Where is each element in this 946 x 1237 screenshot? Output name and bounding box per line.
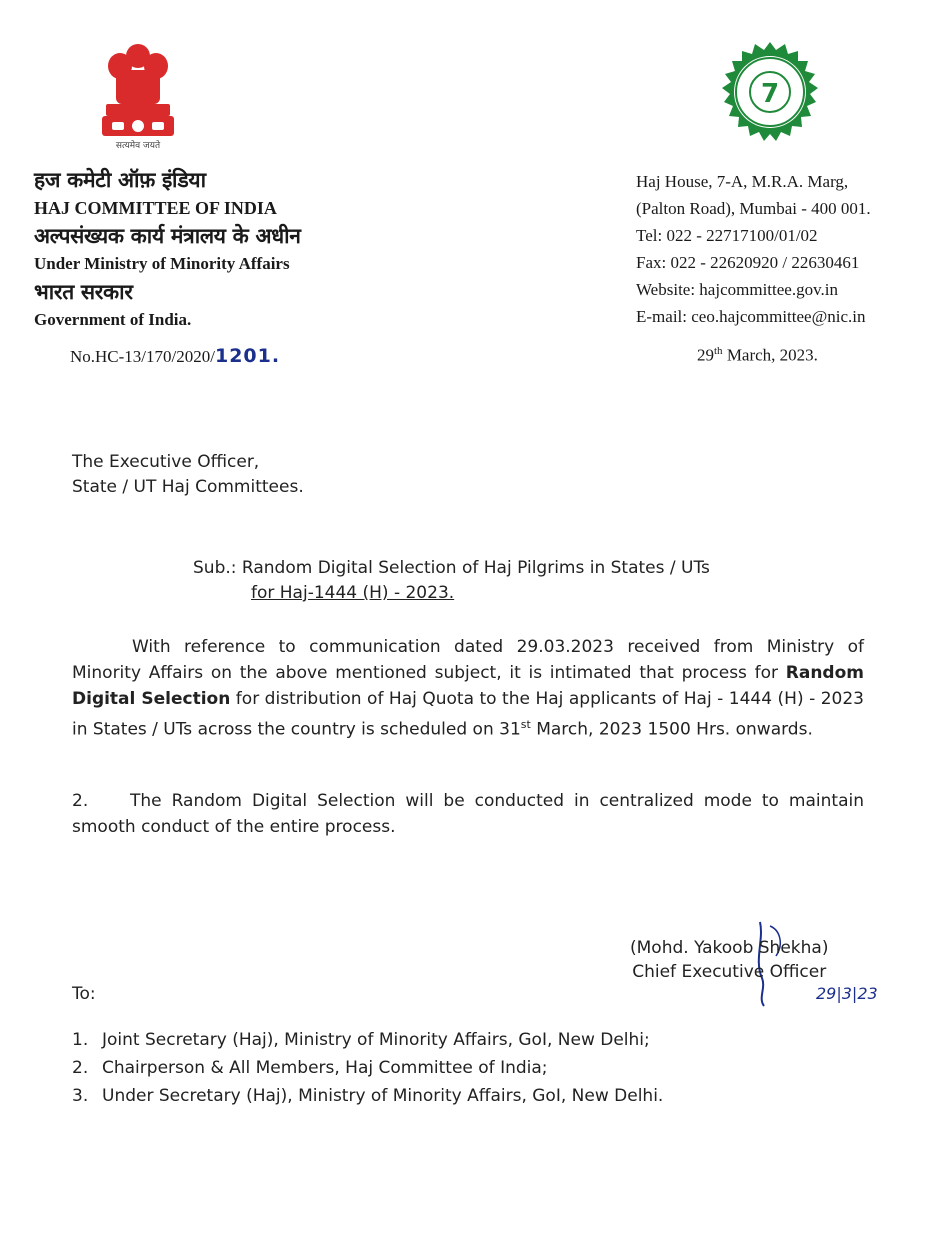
ref-prefix: No.HC-13/170/2020/: [70, 347, 215, 366]
emblem-motto: सत्यमेव जयते: [115, 141, 161, 151]
email: E-mail: ceo.hajcommittee@nic.in: [636, 307, 866, 326]
address-line-2: (Palton Road), Mumbai - 400 001.: [636, 199, 871, 218]
signature-date: 29|3|23: [816, 984, 878, 1003]
svg-text:7: 7: [760, 79, 780, 109]
para2-number: 2.: [72, 791, 89, 811]
distribution-list: [72, 1026, 663, 1110]
para1-sup: st: [520, 718, 531, 731]
para1-text-b: for distribution of Haj Quota to the Haj applicants of Haj - 1444 (H) - 2023 in States / UTs across the country is scheduled on 31: [72, 689, 864, 740]
paragraph-1: [72, 634, 864, 743]
signatory-title: Chief Executive Officer: [632, 962, 827, 982]
para2-text: The Random Digital Selection will be conducted in centralized mode to maintain smooth conduct of the entire process.: [72, 791, 864, 837]
signatory-name: (Mohd. Yakoob Shekha): [630, 938, 829, 958]
ref-handwritten-number: 1201.: [214, 345, 281, 367]
para1-text-a: With reference to communication dated 29.03.2023 received from Ministry of Minority Affairs on the above mentioned subject, it is intimated that process for: [72, 637, 864, 683]
to-label: To:: [72, 984, 96, 1004]
government-hindi: भारत सरकार: [34, 280, 133, 304]
date-suffix: th: [714, 345, 723, 357]
date-rest: March, 2023.: [722, 345, 818, 365]
address-line-1: Haj House, 7-A, M.R.A. Marg,: [636, 172, 849, 191]
paragraph-2: [72, 788, 864, 840]
subject-line-2: for Haj-1444 (H) - 2023.: [251, 583, 455, 603]
org-name: HAJ COMMITTEE OF INDIA: [34, 198, 277, 218]
state-emblem: [96, 40, 180, 152]
signatory-block: [630, 936, 828, 984]
para1-text-c: March, 2023 1500 Hrs. onwards.: [530, 719, 813, 740]
subject-label: Sub.:: [193, 558, 242, 578]
letter-date: [697, 345, 818, 366]
addressee-line-2: State / UT Haj Committees.: [72, 477, 304, 497]
subject: [193, 556, 710, 606]
list-item: 2. Chairperson & All Members, Haj Committee of India;: [72, 1058, 548, 1078]
letterhead-contact: [636, 168, 871, 330]
list-item: 3. Under Secretary (Haj), Ministry of Minority Affairs, GoI, New Delhi.: [72, 1086, 664, 1106]
haj-committee-seal: [712, 40, 828, 156]
org-name-hindi: हज कमेटी ऑफ़ इंडिया: [34, 168, 206, 192]
letterhead-left: [34, 166, 301, 334]
telephone: Tel: 022 - 22717100/01/02: [636, 226, 818, 245]
addressee-line-1: The Executive Officer,: [72, 452, 260, 472]
subject-line-1: Random Digital Selection of Haj Pilgrims in States / UTs: [241, 558, 710, 578]
ministry-hindi: अल्पसंख्यक कार्य मंत्रालय के अधीन: [34, 224, 301, 248]
ministry-name: Under Ministry of Minority Affairs: [34, 254, 290, 273]
website: Website: hajcommittee.gov.in: [636, 280, 838, 299]
para1-bold: Random Digital Selection: [72, 663, 864, 709]
reference-number: [70, 345, 280, 367]
date-day: 29: [697, 345, 714, 365]
addressee: [72, 450, 304, 500]
government-name: Government of India.: [34, 310, 192, 329]
fax: Fax: 022 - 22620920 / 22630461: [636, 253, 860, 272]
list-item: 1. Joint Secretary (Haj), Ministry of Minority Affairs, GoI, New Delhi;: [72, 1030, 650, 1050]
